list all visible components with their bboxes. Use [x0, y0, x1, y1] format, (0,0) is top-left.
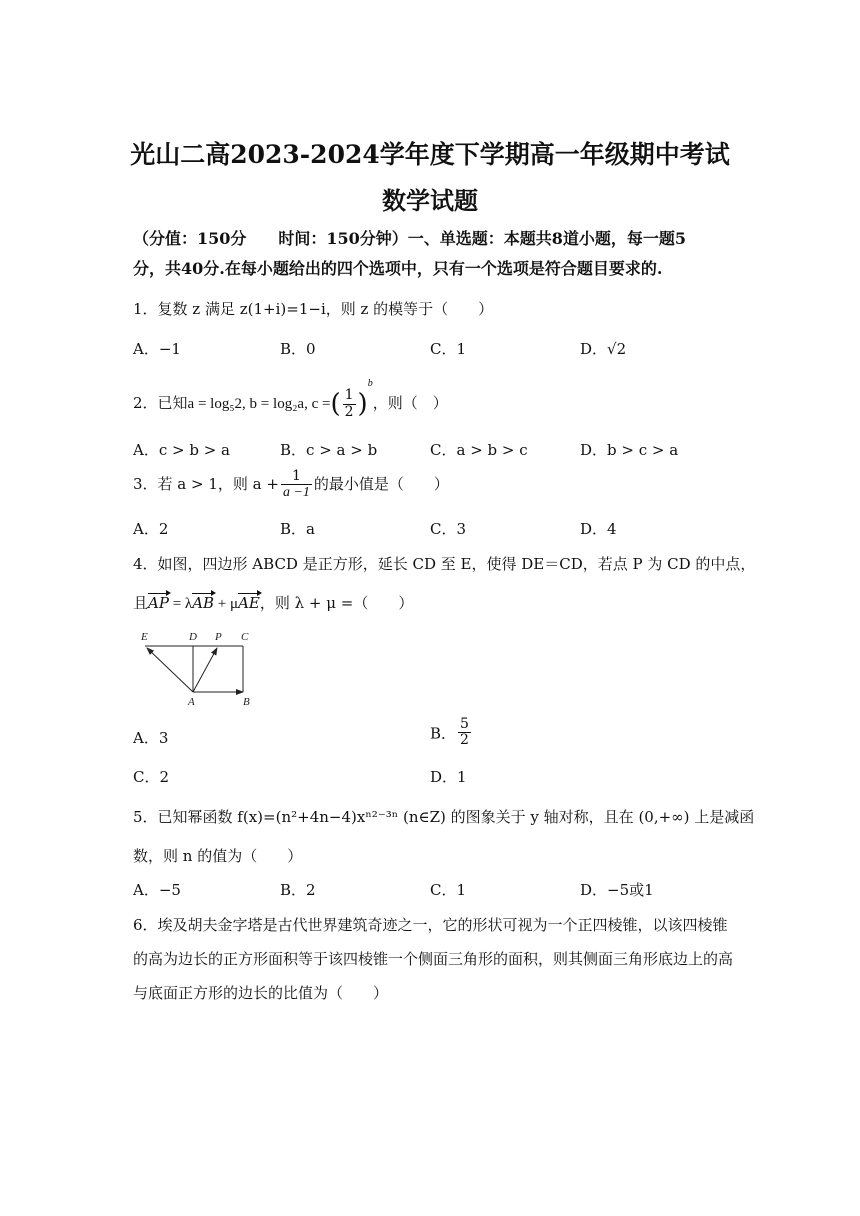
q2-suffix: ，则（ ） [372, 394, 448, 412]
q1-stem: 1．复数 z 满足 z(1+i)=1−i，则 z 的模等于（ ） [133, 300, 494, 318]
vector-ab: AB [192, 594, 215, 612]
vector-ap-arrow [193, 648, 217, 692]
q3-fraction: $\frac{1}{a -1}$ [282, 468, 310, 501]
q2-stem: 2．已知a = log₅2, b = log₂a, c =( $\frac{1}{2}$ )$^b$，则（ ） [133, 378, 448, 420]
q5-option-a: A．−5 [133, 881, 181, 899]
exam-info-line1: （分值：150分 时间：150分钟）一、单选题：本题共8道小题，每一题5 [133, 229, 687, 248]
q2-option-a: A．c > b > a [133, 441, 230, 459]
q2-fraction: $\frac{1}{2}$ [344, 387, 354, 420]
q2-option-d: D．b > c > a [580, 441, 679, 459]
q6-stem-line1: 6．埃及胡夫金字塔是古代世界建筑奇迹之一，它的形状可视为一个正四棱锥，以该四棱锥 [133, 916, 728, 934]
q2-option-b: B．c > a > b [280, 441, 378, 459]
q2-exponent: b [367, 378, 373, 389]
exam-subtitle: 数学试题 [382, 186, 478, 215]
q3-prefix: 3．若 a > 1，则 a + [133, 474, 279, 493]
q2-prefix: 2．已知 [133, 394, 188, 412]
q5-option-c: C．1 [430, 881, 467, 899]
q6-stem-line3: 与底面正方形的边长的比值为（ ） [133, 984, 389, 1002]
exam-info-line2: 分，共40分.在每小题给出的四个选项中，只有一个选项是符合题目要求的. [133, 259, 663, 278]
q1-option-c: C．1 [430, 340, 467, 358]
label-b: B [243, 696, 250, 708]
vector-ap: AP [148, 594, 169, 612]
vector-ae-arrow [147, 648, 193, 692]
q2-option-c: C．a > b > c [430, 441, 528, 459]
q3-option-c: C．3 [430, 520, 467, 538]
label-e: E [141, 631, 148, 643]
q4-stem: 4．如图，四边形 ABCD 是正方形，延长 CD 至 E，使得 DE＝CD，若点 P 为 CD 的中点， [133, 555, 756, 573]
label-a: A [188, 696, 195, 708]
q4-stem-line2: 且AP = λAB + μAE，则 λ + μ =（ ） [133, 594, 414, 612]
q3-option-d: D．4 [580, 520, 617, 538]
q5-stem-line2: 数，则 n 的值为（ ） [133, 847, 303, 865]
q6-stem-line2: 的高为边长的正方形面积等于该四棱锥一个侧面三角形的面积，则其侧面三角形底边上的高 [133, 950, 734, 968]
q1-option-b: B．0 [280, 340, 316, 358]
q4-option-a: A．3 [133, 729, 169, 747]
q1-option-d: D．√2 [580, 340, 627, 358]
q3-stem [133, 469, 449, 501]
q1-option-a: A．−1 [133, 340, 181, 358]
q3-option-b: B．a [280, 520, 315, 538]
vector-ae: AE [238, 594, 260, 612]
q4-option-b: B． $\frac{5}{2}$ [430, 716, 469, 749]
q4-option-b-fraction: $\frac{5}{2}$ [460, 716, 469, 749]
exam-title: 光山二高2023-2024学年度下学期高一年级期中考试 [130, 140, 730, 169]
q3-option-a: A．2 [133, 520, 169, 538]
label-d: D [189, 631, 197, 643]
q5-stem: 5．已知幂函数 f(x)=(n²+4n−4)xⁿ²⁻³ⁿ (n∈Z) 的图象关于 y 轴对称，且在 (0,+∞) 上是减函 [133, 808, 755, 826]
label-p: P [215, 631, 222, 643]
square-diagram [135, 628, 260, 710]
q4-option-d: D．1 [430, 768, 467, 786]
q4-option-c: C．2 [133, 768, 170, 786]
q5-option-b: B．2 [280, 881, 316, 899]
q2-expression: a = log₅2, b = log₂a, c = [187, 396, 331, 412]
q5-option-d: D．−5或1 [580, 881, 654, 899]
q3-suffix: 的最小值是（ ） [313, 474, 449, 493]
label-c: C [241, 631, 249, 643]
